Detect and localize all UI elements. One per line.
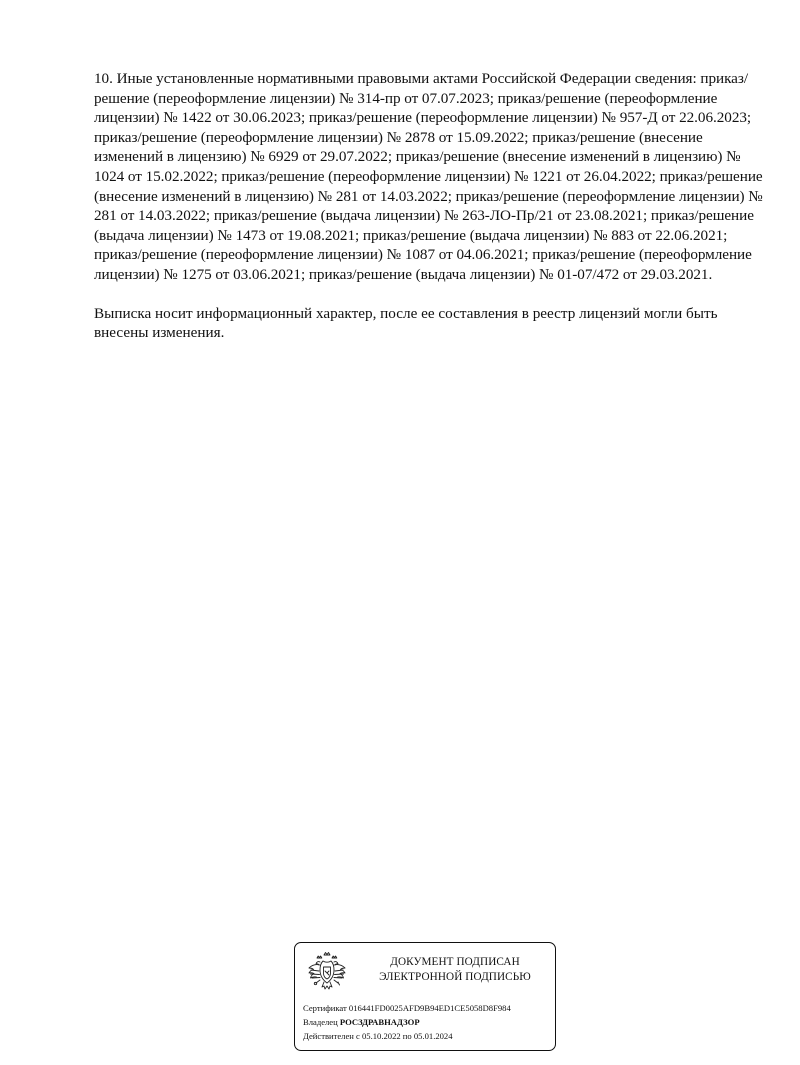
owner-name: РОСЗДРАВНАДЗОР [339, 1017, 420, 1027]
paragraph-other-information: 10. Иные установленные нормативными правовыми актами Российской Федерации сведения: приказ/решение (переоформление лицензии) № 314-пр от 07.07.2023; приказ/решение (переоформление лицензии) № 1422 от 30.06.2023; приказ/решение (переоформление лицензии) № 957-Д от 22.06.2023; приказ/решение (переоформление лицензии) № 2878 от 15.09.2022; приказ/решение (внесение изменений в лицензию) № 6929 от 29.07.2022; приказ/решение (внесение изменений в лицензию) № 1024 от 15.02.2022; приказ/решение (переоформление лицензии) № 1221 от 26.04.2022; приказ/решение (внесение изменений в лицензию) № 281 от 14.03.2022; приказ/решение (переоформление лицензии) № 281 от 14.03.2022; приказ/решение (выдача лицензии) № 263-ЛО-Пр/21 от 23.08.2021; приказ/решение (выдача лицензии) № 1473 от 19.08.2021; приказ/решение (выдача лицензии) № 883 от 22.06.2021; приказ/решение (переоформление лицензии) № 1087 от 04.06.2021; приказ/решение (переоформление лицензии) № 1275 от 03.06.2021; приказ/решение (выдача лицензии) № 01-07/472 от 29.03.2021. [94, 70, 763, 283]
russian-coat-of-arms-icon [303, 949, 351, 997]
document-body [94, 69, 764, 343]
owner-label: Владелец [303, 1017, 340, 1027]
certificate-validity: Действителен с 05.10.2022 по 05.01.2024 [303, 1031, 453, 1041]
stamp-title [357, 955, 553, 985]
certificate-number: Сертификат 016441FD0025AFD9B94ED1CE5058D8F984 [303, 1003, 511, 1013]
certificate-owner [303, 1017, 420, 1028]
stamp-title-line-2: ЭЛЕКТРОННОЙ ПОДПИСЬЮ [379, 971, 531, 983]
informational-note: Выписка носит информационный характер, после ее составления в реестр лицензий могли быть внесены изменения. [94, 304, 718, 342]
electronic-signature-stamp [294, 942, 556, 1051]
stamp-title-line-1: ДОКУМЕНТ ПОДПИСАН [390, 956, 520, 968]
